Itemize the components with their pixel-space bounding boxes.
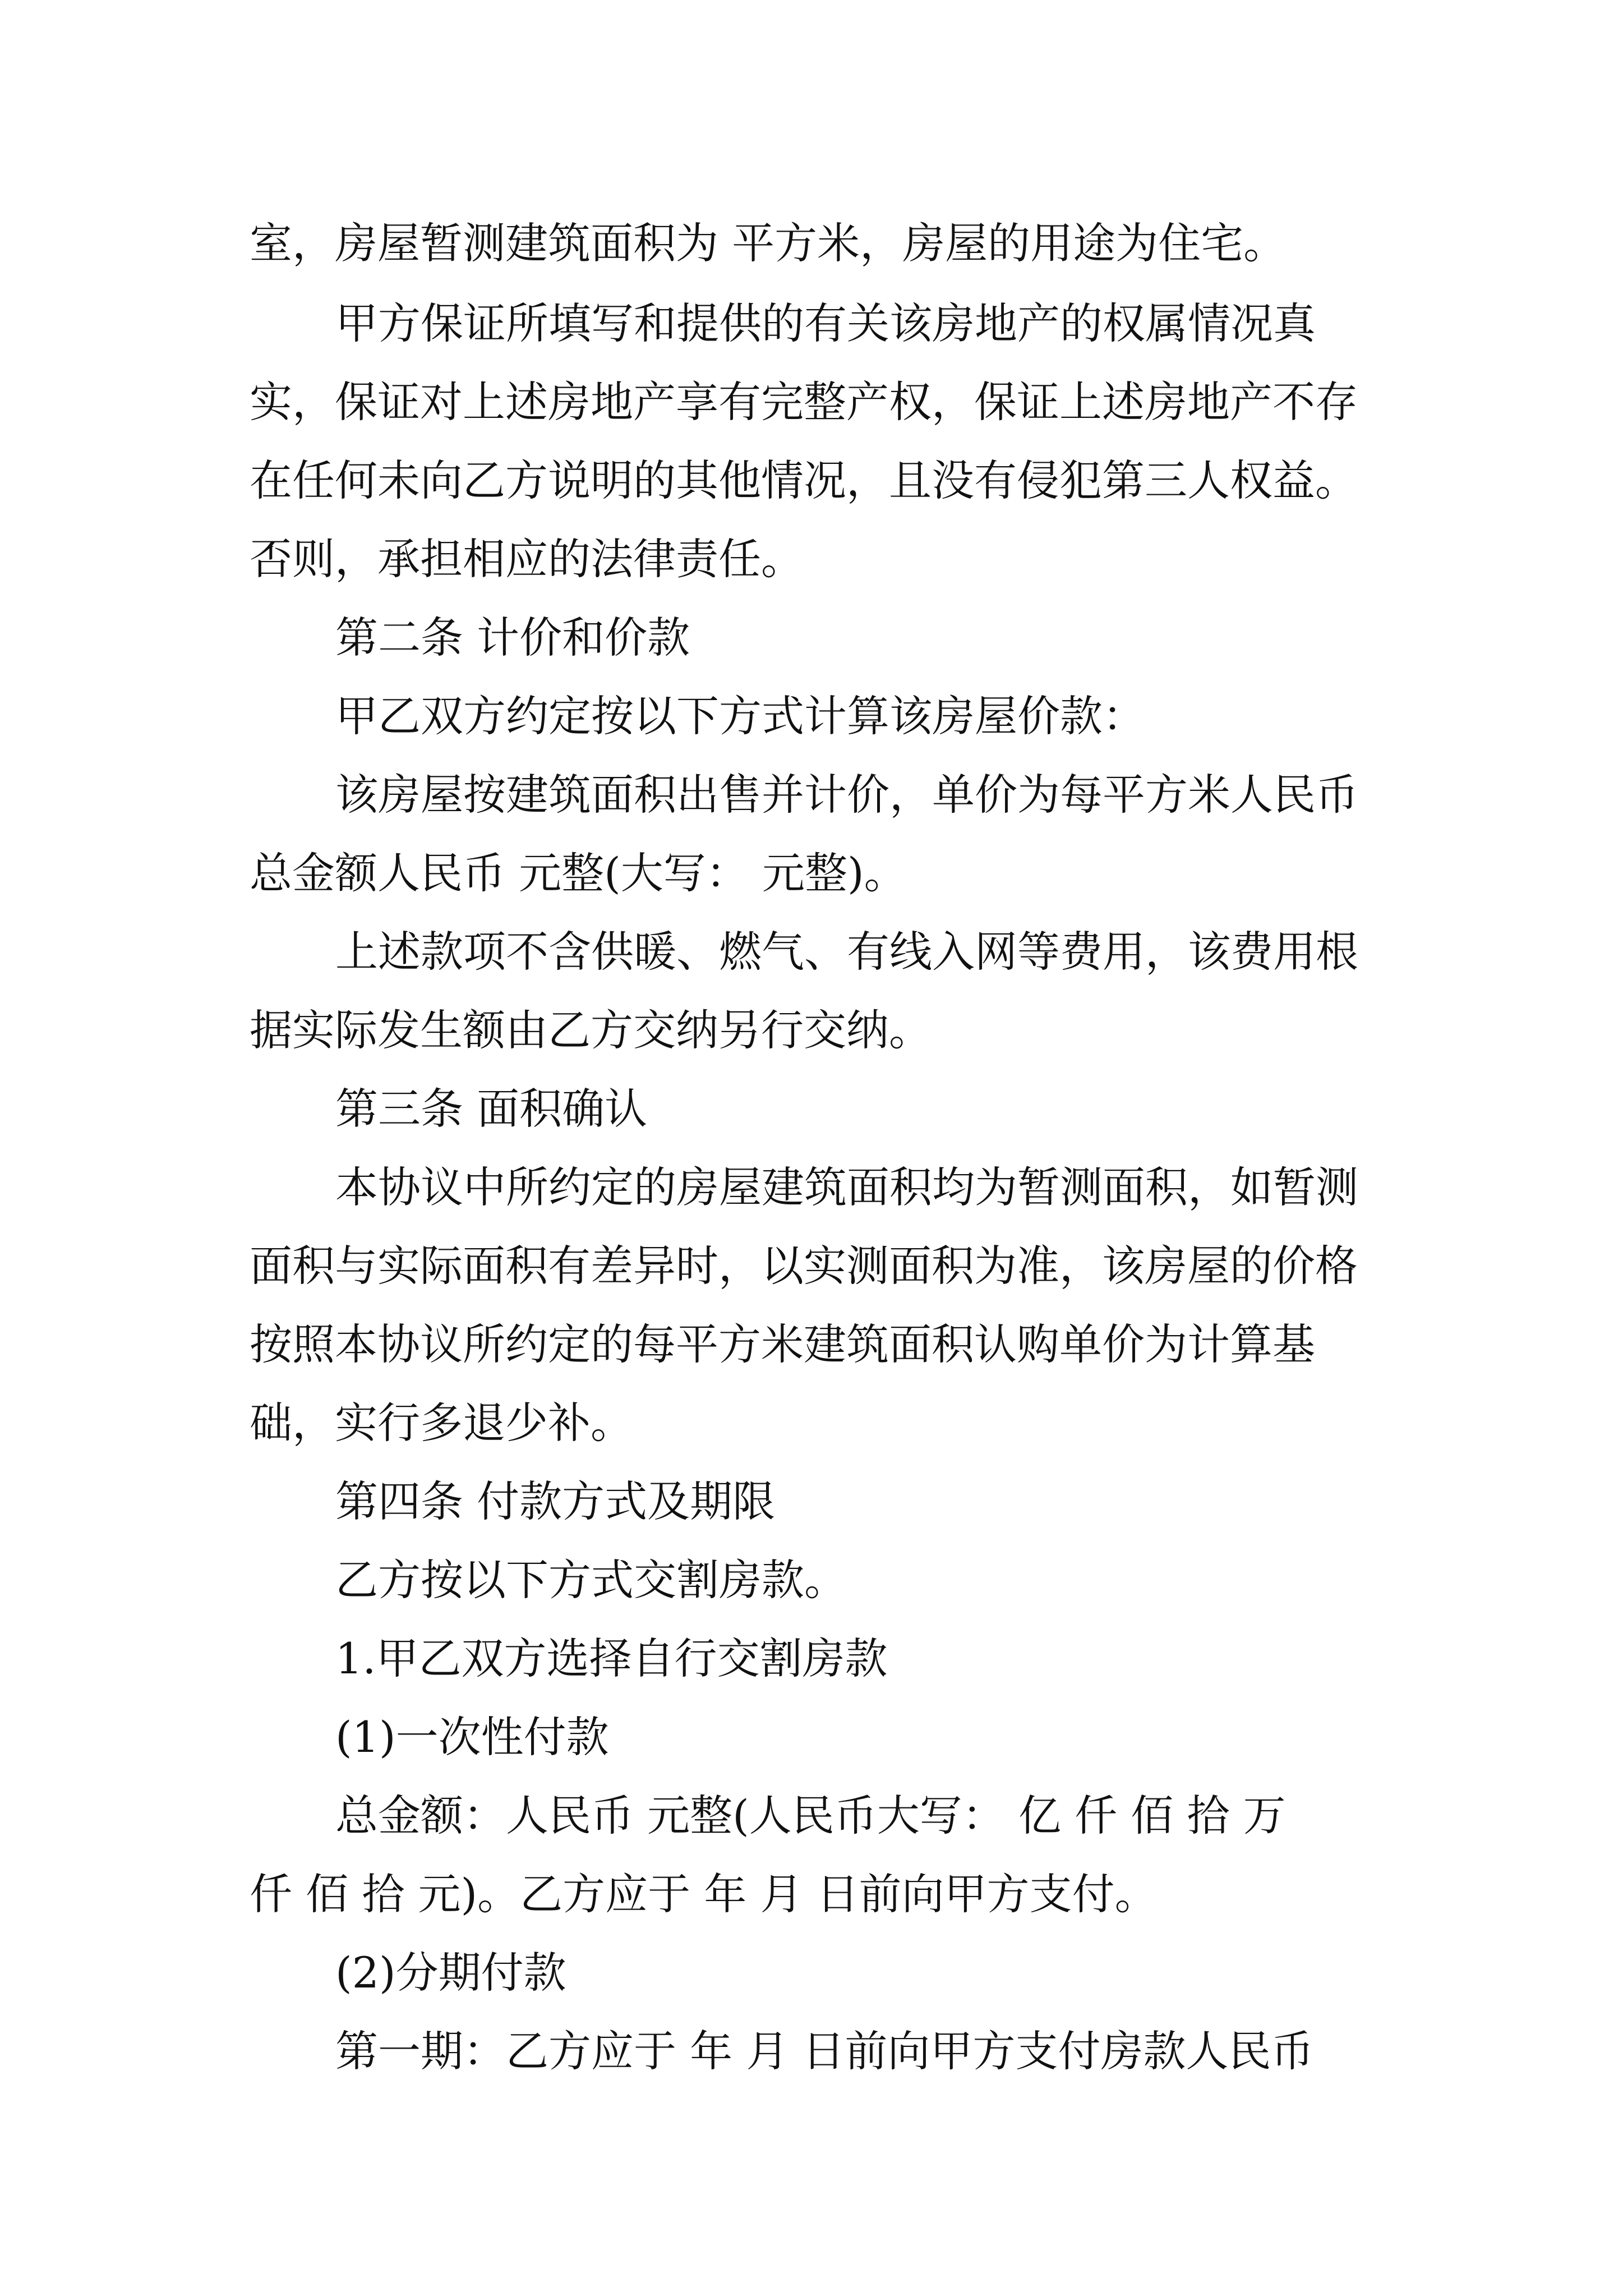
paragraph-start-line: 第一期：乙方应于 年 月 日前向甲方支付房款人民币 [335,2026,1314,2076]
paragraph-start-line: 该房屋按建筑面积出售并计价，单价为每平方米人民币 [335,770,1358,820]
body-text-line: 仟 佰 拾 元)。乙方应于 年 月 日前向甲方支付。 [250,1869,1158,1919]
sub-item-line: (1)一次性付款 [335,1712,609,1762]
body-text-line: 面积与实际面积有差异时，以实测面积为准，该房屋的价格 [250,1241,1358,1291]
body-text-line: 按照本协议所约定的每平方米建筑面积认购单价为计算基 [250,1319,1315,1369]
paragraph-start-line: 甲方保证所填写和提供的有关该房地产的权属情况真 [335,298,1316,348]
list-item-line: 1.甲乙双方选择自行交割房款 [335,1634,888,1683]
paragraph-start-line: 上述款项不含供暖、燃气、有线入网等费用，该费用根 [335,927,1358,977]
body-text-line: 否则，承担相应的法律责任。 [250,534,804,584]
sub-item-line: (2)分期付款 [335,1948,566,1998]
body-text-line: 室，房屋暂测建筑面积为 平方米，房屋的用途为住宅。 [250,218,1287,268]
body-text-line: 础，实行多退少补。 [250,1398,633,1448]
section-heading-article-3: 第三条 面积确认 [335,1084,648,1134]
paragraph-start-line: 总金额：人民币 元整(人民币大写： 亿 仟 佰 拾 万 [335,1791,1286,1841]
body-text-line: 总金额人民币 元整(大写： 元整)。 [250,848,907,898]
section-heading-article-4: 第四条 付款方式及期限 [335,1476,776,1526]
body-text-line: 实，保证对上述房地产享有完整产权，保证上述房地产不存 [250,377,1358,427]
paragraph-start-line: 本协议中所约定的房屋建筑面积均为暂测面积，如暂测 [335,1162,1358,1212]
body-text-line: 据实际发生额由乙方交纳另行交纳。 [250,1005,932,1055]
paragraph-start-line: 乙方按以下方式交割房款。 [335,1555,847,1605]
paragraph-start-line: 甲乙双方约定按以下方式计算该房屋价款： [335,691,1145,741]
body-text-line: 在任何未向乙方说明的其他情况，且没有侵犯第三人权益。 [250,455,1358,505]
section-heading-article-2: 第二条 计价和价款 [335,613,690,662]
